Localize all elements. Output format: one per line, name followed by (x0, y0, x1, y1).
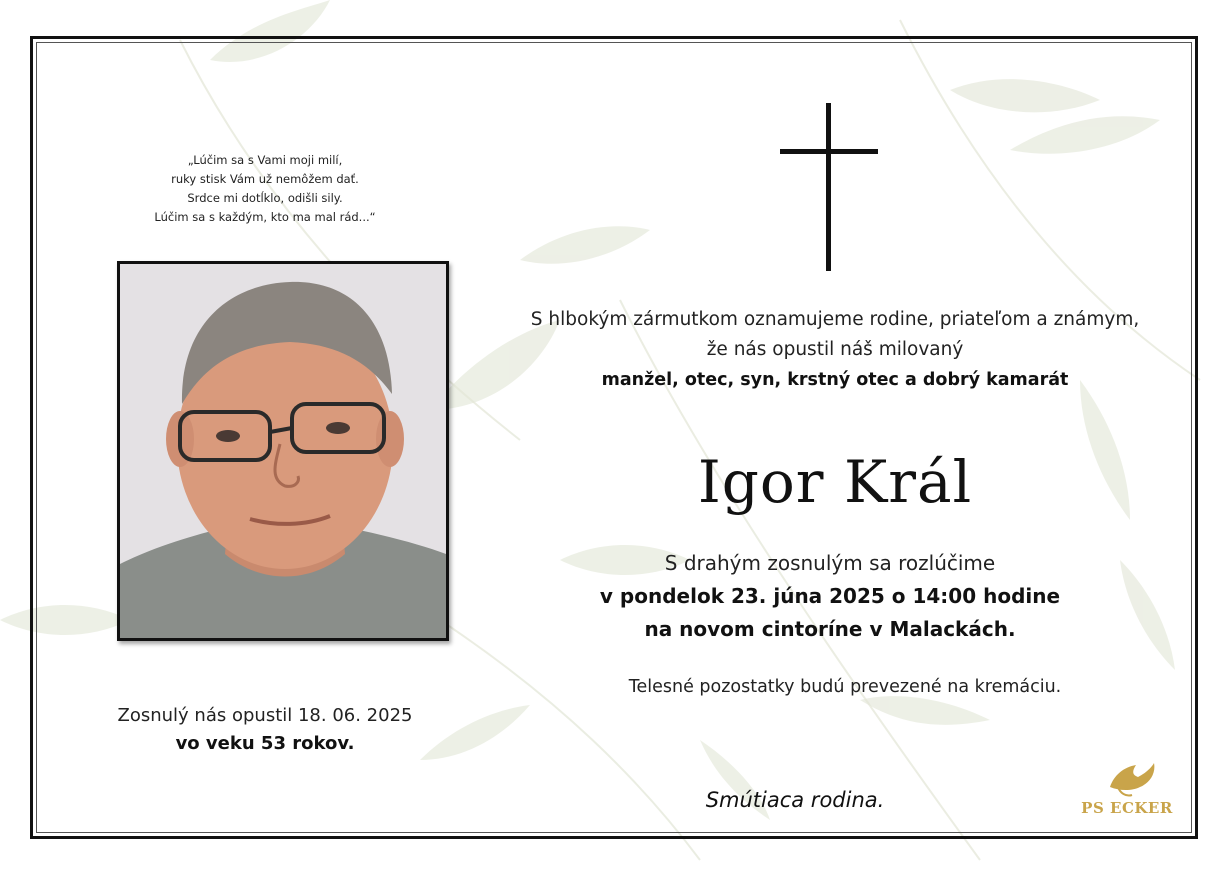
poem-line: Srdce mi dotĺklo, odišli sily. (187, 191, 343, 205)
funeral-details (480, 547, 1180, 646)
death-info (60, 702, 470, 758)
deceased-portrait (117, 261, 449, 641)
poem-line: „Lúčim sa s Vami moji milí, (187, 153, 343, 167)
poem-line: Lúčim sa s každým, kto ma mal rád...“ (154, 210, 376, 224)
funeral-date: v pondelok 23. júna 2025 o 14:00 hodine (599, 584, 1061, 608)
poem-line: ruky stisk Vám už nemôžem dať. (171, 172, 359, 186)
cross-icon (780, 103, 880, 271)
announcement (470, 305, 1200, 395)
portrait-illustration (120, 264, 446, 638)
remains-note: Telesné pozostatky budú prevezené na kremáciu. (628, 677, 1062, 697)
dove-icon (1062, 757, 1192, 799)
death-age-text: vo veku 53 rokov. (175, 733, 355, 754)
signature: Smútiaca rodina. (705, 788, 885, 812)
funeral-place: na novom cintoríne v Malackách. (644, 617, 1016, 641)
deceased-name: Igor Král (697, 448, 973, 516)
announcement-line-1: S hlbokým zármutkom oznamujeme rodine, priateľom a známym, (530, 309, 1140, 330)
death-date-text: Zosnulý nás opustil 18. 06. 2025 (117, 705, 413, 726)
funeral-service-logo (1062, 757, 1192, 825)
farewell-poem (100, 151, 430, 227)
announcement-line-2: že nás opustil náš milovaný (706, 339, 964, 360)
logo-text: PS ECKER (1081, 799, 1173, 817)
relation-text: manžel, otec, syn, krstný otec a dobrý kamarát (601, 370, 1069, 390)
funeral-line-1: S drahým zosnulým sa rozlúčime (664, 551, 996, 575)
